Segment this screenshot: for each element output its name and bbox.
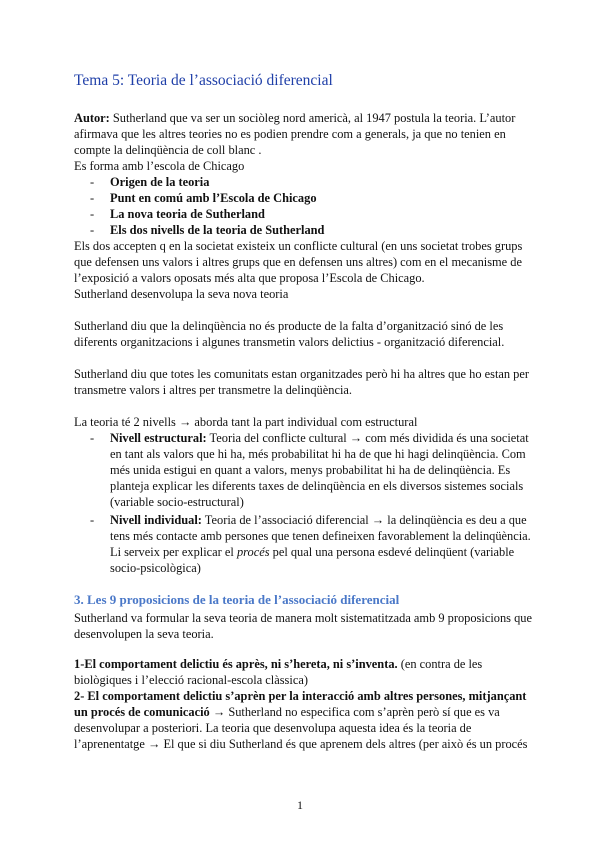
intro-line-2: afirmava que les altres teories no es podien prendre com a generals, ja que no tenien en — [74, 127, 506, 141]
paragraph-line: desenvolupar a posteriori. La teoria que desenvolupa aquesta idea és la teoria de — [74, 721, 472, 735]
proposition-1: 1-El comportament delictiu és après, ni s’hereta, ni s’inventa. (en contra de les — [74, 657, 483, 671]
paragraph-line: Sutherland va formular la seva teoria de manera molt sistematitzada amb 9 proposicions que — [74, 611, 532, 625]
bullet-dash: - — [90, 191, 95, 205]
bullet-dash: - — [90, 513, 95, 527]
paragraph-line: Li serveix per explicar el procés pel qual una persona esdevé delinqüent (variable — [110, 545, 515, 559]
intro-line-4: Es forma amb l’escola de Chicago — [74, 159, 245, 173]
paragraph-line: biològiques i l’elecció racional-escola clàssica) — [74, 673, 308, 687]
section-3-heading: 3. Les 9 proposicions de la teoria de l’associació diferencial — [74, 592, 400, 607]
nivell-estructural-line-1: Nivell estructural: Teoria del conflicte cultural → com més dividida és una societat — [110, 431, 529, 445]
paragraph-line: en tant als valors que hi ha, més probabilitat hi ha de que hi hagi delinqüència. Com — [110, 447, 526, 461]
paragraph-line: Sutherland desenvolupa la seva nova teoria — [74, 287, 289, 301]
paragraph-line: més unida estigui en quant a valors, menys probabilitat hi ha de delinqüència. Es — [110, 463, 511, 477]
bullet-dash: - — [90, 207, 95, 221]
autor-label: Autor: — [74, 111, 110, 125]
paragraph-line: que defensen uns valors i altres grups que en defensen uns altres) com en el mecanisme de — [74, 255, 522, 269]
paragraph-line: La teoria té 2 nivells → aborda tant la part individual com estructural — [74, 415, 418, 429]
intro-line-3: compte la delinqüència de coll blanc . — [74, 143, 262, 157]
paragraph-line: diferents organitzacions i algunes transmetin valors delictius - organització diferencial. — [74, 335, 505, 349]
list-item: Origen de la teoria — [110, 175, 210, 189]
intro-line-1 — [74, 110, 515, 126]
paragraph-line: transmetre valors i altres per transmetre la delinqüència. — [74, 383, 352, 397]
bullet-dash: - — [90, 223, 95, 237]
paragraph-line: l’aprenentatge → El que si diu Sutherland és que aprenem dels altres (per això és un procés — [74, 737, 528, 751]
paragraph-line: un procés de comunicació → Sutherland no especifica com s’aprèn però sí que es va — [74, 705, 500, 719]
paragraph-line: tens més contacte amb persones que tenen defineixen favorablement la delinqüència. — [110, 529, 531, 543]
proposition-2: 2- El comportament delictiu s’aprèn per la interacció amb altres persones, mitjançant — [74, 689, 527, 703]
paragraph-line: Els dos accepten q en la societat existeix un conflicte cultural (en uns societat trobes grups — [74, 239, 523, 253]
nivell-individual-line-1: Nivell individual: Teoria de l’associació diferencial → la delinqüència es deu a que — [110, 513, 527, 527]
page-title: Tema 5: Teoria de l’associació diferencial — [74, 72, 333, 89]
list-item: Punt en comú amb l’Escola de Chicago — [110, 191, 317, 205]
bullet-dash: - — [90, 431, 95, 445]
intro-text: Sutherland que va ser un sociòleg nord americà, al 1947 postula la teoria. L’autor — [109, 111, 516, 125]
bullet-dash: - — [90, 175, 95, 189]
paragraph-line: desenvolupen la seva teoria. — [74, 627, 214, 641]
page-number: 1 — [297, 798, 303, 812]
paragraph-line: (variable socio-estructural) — [110, 495, 244, 509]
paragraph-line: Sutherland diu que totes les comunitats estan organitzades però hi ha altres que ho estan per — [74, 367, 529, 381]
paragraph-line: socio-psicològica) — [110, 561, 201, 575]
list-item: Els dos nivells de la teoria de Sutherland — [110, 223, 325, 237]
paragraph-line: Sutherland diu que la delinqüència no és producte de la falta d’organització sinó de les — [74, 319, 504, 333]
paragraph-line: planteja explicar les diferents taxes de delinqüència en els diversos sistemes socials — [110, 479, 524, 493]
paragraph-line: l’exposició a valors oposats més alta que proposa l’Escola de Chicago. — [74, 271, 425, 285]
list-item: La nova teoria de Sutherland — [110, 207, 265, 221]
